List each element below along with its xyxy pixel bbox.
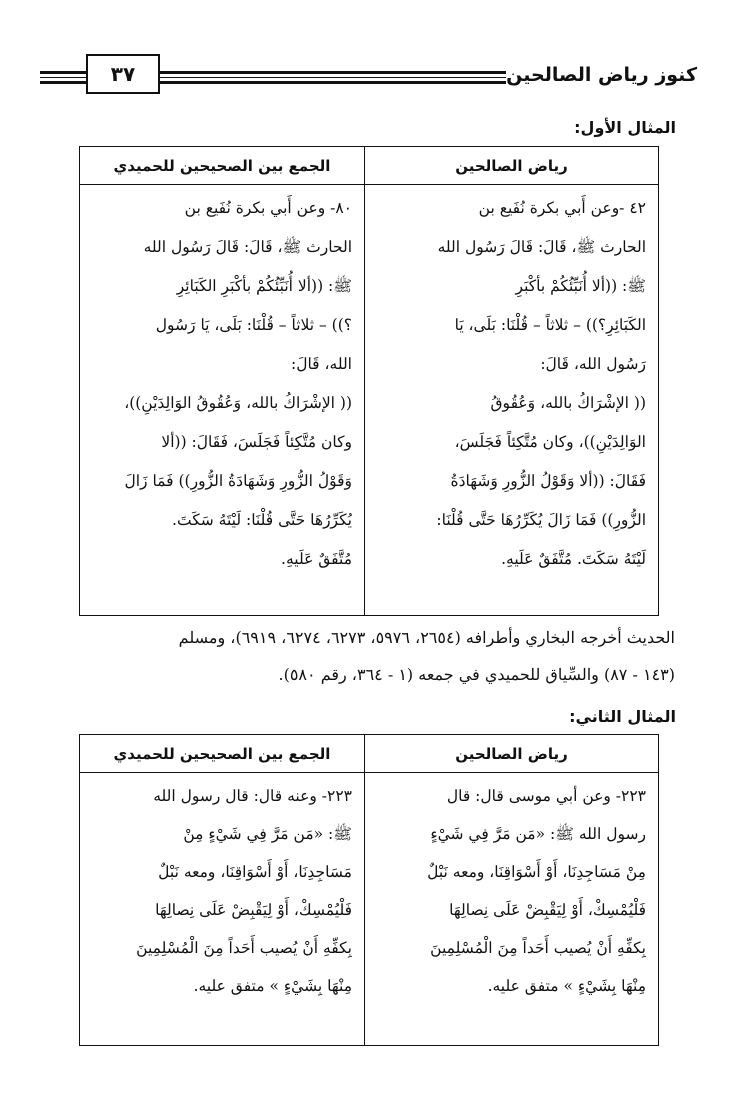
column-header-riyad: رياض الصالحين	[365, 735, 658, 773]
text-line: بِكفِّهِ أَنْ يُصيب أَحَداً مِنَ الْمُسْلِمِينَ	[430, 939, 646, 957]
text-line: رسول الله ﷺ: «مَن مَرَّ فِي شَيْءٍ	[430, 825, 646, 843]
hadith-text-riyad	[365, 773, 658, 1045]
text-line: ٢٢٣- وعن أبي موسى قال: قال	[446, 787, 646, 805]
text-line: ﷺ: «مَن مَرَّ فِي شَيْءٍ مِنْ	[183, 825, 352, 843]
text-line: بِكفِّهِ أَنْ يُصيب أَحَداً مِنَ الْمُسْلِمِينَ	[136, 939, 352, 957]
text-line: ﷺ: ((ألا أُنَبِّئُكُمْ بأكْبَرِ	[515, 277, 646, 295]
example-one-heading: المثال الأول:	[574, 118, 676, 137]
takhrij-line-1: الحديث أخرجه البخاري وأطرافه (٢٦٥٤، ٥٩٧٦، ٦٢٧٣، ٦٢٧٤، ٦٩١٩)، ومسلم	[178, 628, 675, 647]
text-line: الوَالِدَيْنِ))، وكان مُتَّكِئاً فَجَلَسَ،	[454, 433, 646, 451]
text-line: الحارث ﷺ، قَالَ: قَالَ رَسُول الله	[143, 238, 352, 256]
text-line: رَسُول الله، قَالَ:	[540, 355, 646, 373]
text-line: مِنْهَا بِشَيْءٍ » متفق عليه.	[193, 977, 352, 995]
text-line: ٢٢٣- وعنه قال: قال رسول الله	[153, 787, 352, 805]
text-line: يُكَرِّرُهَا حَتَّى قُلْنَا: لَيْتَهُ سَكَتَ.	[172, 511, 352, 529]
text-line: (( الإشْرَاكُ بالله، وَعُقُوقُ	[490, 394, 646, 412]
book-title: كنوز رياض الصالحين	[506, 64, 697, 86]
column-header-jam: الجمع بين الصحيحين للحميدي	[80, 735, 365, 773]
text-line: ٤٢ -وعن أَبي بكرة نُفَيع بن	[478, 199, 646, 217]
text-line: الكَبَائِرِ؟)) – ثلاثاً – قُلْنَا: بَلَى، يَا	[454, 316, 646, 334]
text-line: مِنْهَا بِشَيْءٍ » متفق عليه.	[487, 977, 646, 995]
page-number: ٣٧	[86, 54, 160, 94]
text-line: مَسَاجِدِنَا، أَوْ أَسْوَاقِنَا، ومعه نَبْلٌ	[158, 863, 352, 881]
text-line: ؟)) – ثلاثاً – قُلْنَا: بَلَى، يَا رَسُول	[155, 316, 352, 334]
text-line: ٨٠- وعن أَبي بكرة نُفَيع بن	[184, 199, 352, 217]
comparison-table-two	[79, 734, 659, 1046]
hadith-text-jam	[80, 773, 365, 1045]
hadith-text-riyad	[365, 185, 658, 615]
text-line: لَيْتَهُ سَكَتَ. مُتَّفَقٌ عَلَيهِ.	[501, 550, 646, 568]
column-header-jam: الجمع بين الصحيحين للحميدي	[80, 147, 365, 185]
text-line: الزُّورِ)) فَمَا زَالَ يُكَرِّرُهَا حَتَّى قُلْنَا:	[436, 511, 646, 529]
text-line: ﷺ: ((ألا أُنَبِّئُكُمْ بأكْبَرِ الكَبَائِرِ	[176, 277, 352, 295]
example-two-heading: المثال الثاني:	[569, 707, 676, 726]
text-line: مُتَّفَقٌ عَلَيهِ.	[281, 550, 352, 568]
hadith-text-jam	[80, 185, 365, 615]
comparison-table-one	[79, 146, 659, 616]
text-line: وَقَوْلُ الزُّورِ وَشَهَادَةُ الزُّورِ)) فَمَا زَالَ	[124, 472, 352, 490]
column-header-riyad: رياض الصالحين	[365, 147, 658, 185]
takhrij-line-2: (١٤٣ - ٨٧) والسِّياق للحميدي في جمعه (١ - ٣٦٤، رقم ٥٨٠).	[278, 665, 675, 684]
text-line: وكان مُتَّكِئاً فَجَلَسَ، فَقَالَ: ((ألا	[161, 433, 352, 451]
text-line: (( الإشْرَاكُ بالله، وَعُقُوقُ الوَالِدَيْنِ))،	[124, 394, 352, 412]
text-line: الحارث ﷺ، قَالَ: قَالَ رَسُول الله	[437, 238, 646, 256]
text-line: فَلْيُمْسِكْ، أَوْ لِيَقْبِضْ عَلَى نِصالِهَا	[155, 901, 352, 919]
text-line: فَقَالَ: ((ألا وَقَوْلُ الزُّورِ وَشَهَادَةُ	[450, 472, 646, 490]
text-line: الله، قَالَ:	[290, 355, 352, 373]
text-line: فَلْيُمْسِكْ، أَوْ لِيَقْبِضْ عَلَى نِصالِهَا	[449, 901, 646, 919]
text-line: مِنْ مَسَاجِدِنَا، أَوْ أَسْوَاقِنَا، ومعه نَبْلٌ	[427, 863, 646, 881]
